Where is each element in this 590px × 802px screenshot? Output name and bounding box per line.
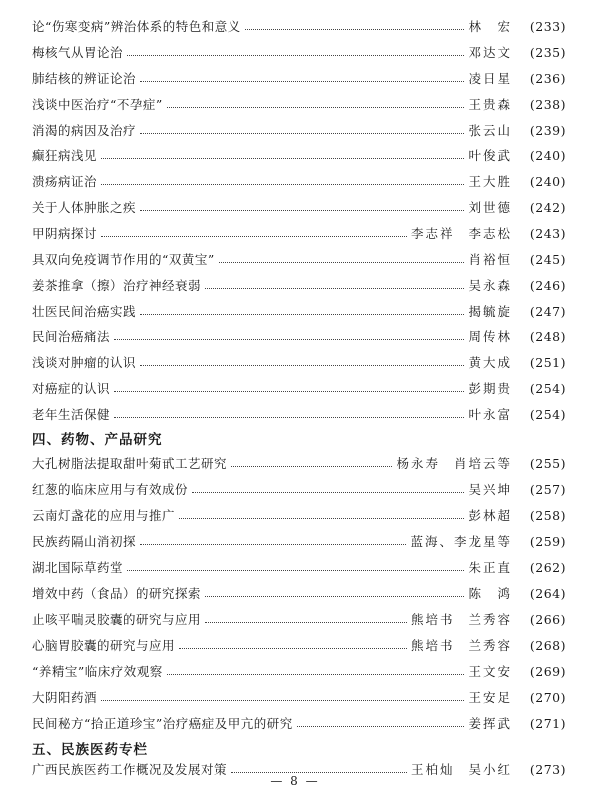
entry-page-number: (262) xyxy=(529,559,566,575)
entry-page-number: (254) xyxy=(529,406,566,422)
author-name: 叶永富 xyxy=(468,407,512,422)
entry-title: 湖北国际草药堂 xyxy=(32,560,124,575)
toc-entry xyxy=(32,300,566,322)
toc-entry xyxy=(32,608,566,630)
dot-leader xyxy=(140,210,464,211)
toc-entry xyxy=(32,67,566,89)
dot-leader xyxy=(101,236,407,237)
entry-authors xyxy=(468,584,512,602)
entry-title: 红葱的临床应用与有效成份 xyxy=(32,482,189,497)
author-name: 李志松 xyxy=(468,226,512,241)
dot-leader xyxy=(179,518,464,519)
author-name: 王安足 xyxy=(468,690,512,705)
entry-page-number: (245) xyxy=(529,251,566,267)
author-name: 王文安 xyxy=(468,664,512,679)
entry-title: 甲阴病探讨 xyxy=(32,226,98,241)
dot-leader xyxy=(231,466,392,467)
entry-title: 民间秘方“拾正道珍宝”治疗癌症及甲亢的研究 xyxy=(32,716,293,731)
entry-page-number: (233) xyxy=(529,18,566,34)
entry-authors xyxy=(468,146,512,164)
author-name: 彭期贵 xyxy=(468,381,512,396)
entry-authors xyxy=(468,688,512,706)
author-name: 吴小红 xyxy=(468,762,512,777)
entry-authors xyxy=(468,198,512,216)
entry-title: 对癌症的认识 xyxy=(32,381,111,396)
entry-authors xyxy=(411,610,512,628)
toc-entry xyxy=(32,634,566,656)
dot-leader xyxy=(167,674,465,675)
toc-entry xyxy=(32,325,566,347)
dot-leader xyxy=(127,570,464,571)
author-name: 熊培书 xyxy=(410,638,455,653)
entry-authors xyxy=(468,121,512,139)
toc-entry xyxy=(32,530,566,552)
toc-entry xyxy=(32,196,566,218)
entry-page-number: (266) xyxy=(529,611,566,627)
entry-title: 梅核气从胃论治 xyxy=(32,45,124,60)
author-name: 兰秀容 xyxy=(468,612,512,627)
author-name: 张云山 xyxy=(468,123,512,138)
toc-entry xyxy=(32,248,566,270)
dot-leader xyxy=(140,81,464,82)
dot-leader xyxy=(205,288,464,289)
entry-authors xyxy=(468,172,512,190)
dot-leader xyxy=(179,648,407,649)
toc-entry xyxy=(32,582,566,604)
entry-authors xyxy=(468,506,512,524)
dot-leader xyxy=(101,700,464,701)
author-name: 肖裕恒 xyxy=(468,252,512,267)
entry-authors xyxy=(468,405,512,423)
entry-page-number: (242) xyxy=(529,199,566,215)
dot-leader xyxy=(245,29,465,30)
entry-title: 广西民族医药工作概况及发展对策 xyxy=(32,762,228,777)
entry-title: 消渴的病因及治疗 xyxy=(32,123,137,138)
entry-title: 癫狂病浅见 xyxy=(32,148,98,163)
toc-entry xyxy=(32,93,566,115)
entry-page-number: (243) xyxy=(529,225,566,241)
dot-leader xyxy=(231,772,407,773)
entry-title: 关于人体肿胀之疾 xyxy=(32,200,137,215)
dot-leader xyxy=(127,55,464,56)
entry-authors xyxy=(468,327,512,345)
entry-title: 大孔树脂法提取甜叶菊甙工艺研究 xyxy=(32,456,228,471)
author-name: 叶俊武 xyxy=(468,148,512,163)
entry-page-number: (238) xyxy=(529,96,566,112)
toc-entry xyxy=(32,274,566,296)
author-name: 姜挥武 xyxy=(468,716,512,731)
dot-leader xyxy=(140,133,464,134)
dot-leader xyxy=(192,492,464,493)
toc-entry xyxy=(32,351,566,373)
toc-entry xyxy=(32,504,566,526)
toc-entry xyxy=(32,377,566,399)
entry-title: 大阴阳药酒 xyxy=(32,690,98,705)
entry-page-number: (251) xyxy=(529,354,566,370)
entry-authors xyxy=(468,43,512,61)
entry-page-number: (257) xyxy=(529,481,566,497)
toc-entry xyxy=(32,452,566,474)
author-name: 陈 鸿 xyxy=(468,586,512,601)
author-name: 熊培书 xyxy=(410,612,455,627)
entry-title: 溃疡病证治 xyxy=(32,174,98,189)
entry-page-number: (248) xyxy=(529,328,566,344)
toc-entry xyxy=(32,556,566,578)
entry-authors xyxy=(468,558,512,576)
dot-leader xyxy=(205,622,407,623)
author-name: 吴兴坤 xyxy=(468,482,512,497)
entry-page-number: (255) xyxy=(529,455,566,471)
entry-title: 浅谈中医治疗“不孕症” xyxy=(32,97,163,112)
entry-authors xyxy=(468,250,512,268)
entry-title: 止咳平喘灵胶囊的研究与应用 xyxy=(32,612,202,627)
author-name: 邓达文 xyxy=(468,45,512,60)
dot-leader xyxy=(114,417,464,418)
entry-page-number: (270) xyxy=(529,689,566,705)
entry-authors xyxy=(468,276,512,294)
entry-title: 增效中药（食品）的研究探索 xyxy=(32,586,202,601)
dot-leader xyxy=(140,365,464,366)
author-name: 黄大成 xyxy=(468,355,512,370)
entry-title: 浅谈对肿瘤的认识 xyxy=(32,355,137,370)
section-heading: 四、药物、产品研究 xyxy=(32,432,163,448)
entry-page-number: (246) xyxy=(529,277,566,293)
dot-leader xyxy=(101,158,464,159)
author-name: 吴永森 xyxy=(468,278,512,293)
dot-leader xyxy=(140,544,406,545)
toc-entry xyxy=(32,15,566,37)
entry-authors xyxy=(411,224,512,242)
entry-page-number: (258) xyxy=(529,507,566,523)
author-name: 朱正直 xyxy=(468,560,512,575)
toc-entry xyxy=(32,712,566,734)
author-name: 林 宏 xyxy=(468,19,512,34)
author-name: 王柏灿 xyxy=(410,762,455,777)
section-heading: 五、民族医药专栏 xyxy=(32,742,148,758)
author-name: 杨永寿 xyxy=(396,456,440,471)
entry-page-number: (273) xyxy=(529,761,566,777)
entry-page-number: (254) xyxy=(529,380,566,396)
toc-entry xyxy=(32,41,566,63)
author-name: 凌日星 xyxy=(468,71,512,86)
entry-title: 民族药隔山消初探 xyxy=(32,534,137,549)
entry-authors xyxy=(468,714,512,732)
dot-leader xyxy=(219,262,465,263)
dot-leader xyxy=(114,339,464,340)
dot-leader xyxy=(167,107,465,108)
entry-title: 心脑胃胶囊的研究与应用 xyxy=(32,638,176,653)
entry-title: 壮医民间治癌实践 xyxy=(32,304,137,319)
entry-page-number: (240) xyxy=(529,173,566,189)
author-name: 李志祥 xyxy=(410,226,455,241)
entry-authors xyxy=(468,302,512,320)
entry-authors xyxy=(468,353,512,371)
toc-entry xyxy=(32,686,566,708)
entry-page-number: (247) xyxy=(529,303,566,319)
author-name: 兰秀容 xyxy=(468,638,512,653)
entry-authors xyxy=(468,379,512,397)
author-name: 蓝海、李龙星等 xyxy=(410,534,512,549)
entry-page-number: (259) xyxy=(529,533,566,549)
dot-leader xyxy=(297,726,465,727)
author-name: 揭毓旋 xyxy=(468,304,512,319)
author-name: 周传林 xyxy=(468,329,512,344)
author-name: 刘世德 xyxy=(468,200,512,215)
toc-entry xyxy=(32,660,566,682)
entry-page-number: (269) xyxy=(529,663,566,679)
entry-page-number: (239) xyxy=(529,122,566,138)
entry-page-number: (264) xyxy=(529,585,566,601)
entry-title: 老年生活保健 xyxy=(32,407,111,422)
dot-leader xyxy=(140,314,464,315)
author-name: 彭林超 xyxy=(468,508,512,523)
entry-title: 云南灯盏花的应用与推广 xyxy=(32,508,176,523)
entry-title: 肺结核的辨证论治 xyxy=(32,71,137,86)
entry-title: 姜茶推拿（擦）治疗神经衰弱 xyxy=(32,278,202,293)
toc-entry xyxy=(32,144,566,166)
entry-authors xyxy=(410,532,512,550)
entry-authors xyxy=(396,454,512,472)
entry-title: 论“伤寒变病”辨治体系的特色和意义 xyxy=(32,19,241,34)
entry-page-number: (236) xyxy=(529,70,566,86)
author-name: 王贵森 xyxy=(468,97,512,112)
entry-authors xyxy=(468,95,512,113)
dot-leader xyxy=(101,184,464,185)
entry-page-number: (235) xyxy=(529,44,566,60)
entry-authors xyxy=(468,17,512,35)
toc-entry xyxy=(32,170,566,192)
dot-leader xyxy=(205,596,464,597)
page-number-footer: — 8 — xyxy=(270,774,320,788)
author-name: 肖培云等 xyxy=(453,456,512,471)
entry-page-number: (271) xyxy=(529,715,566,731)
dot-leader xyxy=(114,391,464,392)
entry-authors xyxy=(468,662,512,680)
entry-authors xyxy=(468,69,512,87)
toc-entry xyxy=(32,222,566,244)
entry-authors xyxy=(411,636,512,654)
entry-title: 具双向免疫调节作用的“双黄宝” xyxy=(32,252,215,267)
entry-title: “养精宝”临床疗效观察 xyxy=(32,664,163,679)
entry-page-number: (268) xyxy=(529,637,566,653)
entry-authors xyxy=(468,480,512,498)
toc-entry xyxy=(32,403,566,425)
entry-page-number: (240) xyxy=(529,147,566,163)
toc-entry xyxy=(32,478,566,500)
toc-entry xyxy=(32,119,566,141)
entry-title: 民间治癌痛法 xyxy=(32,329,111,344)
author-name: 王大胜 xyxy=(468,174,512,189)
